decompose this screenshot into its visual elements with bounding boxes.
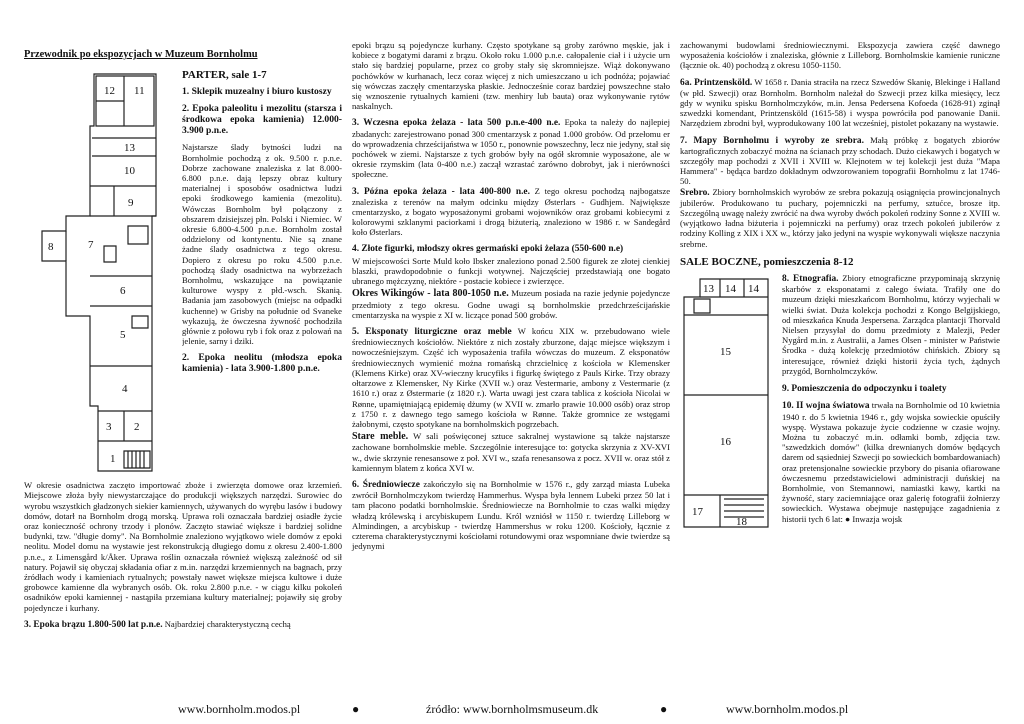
fp-label-6: 6 <box>120 285 126 298</box>
floorplan-ground-floor-svg <box>24 66 174 476</box>
section-7b-text: Zbiory bornholmskich wyrobów ze srebra pokazują osiągnięcia prowincjonalnych jubilerów. Produkowano tu puchary, pojemniczki na perfumy, sztućce, brosze itp. Szczególną uwagę należy zwrócić na dwa wyroby dwóch pokoleń rodziny Sonne z XVIII w. (wyjątkowo ładna biżuteria i pojemniczki na perfumy) oraz trzech pokoleń jubilerów z rodziny Kolling z XIX i XX w., którzy jako jedyni na wyspie wykonywali większe naczynia srebrne. <box>680 186 1000 249</box>
section-3-paragraph <box>24 619 342 630</box>
section-3c-paragraph <box>352 186 670 238</box>
section-8-text: Zbiory etnograficzne przypominają skrzynię skarbów z eksponatami z całego świata. Trafiły one do muzeum dzięki mieszkańcom Bornholmu, którzy wyjechali w wielki świat. Duża kolekcja pochodzi z Kongo Belgijskiego, od mieszkańca Knuda Jespersena. Zarządca plantacji Thorvald Nielsen przysyłał do domu przedmioty z Malezji, Peder Nygård m.in. z Australii, a James Olsen - minister w Państwie Środka - dużą kolekcję przedmiotów chińskich. Zbiory są interesujące, również dzięki historii życia tych, żądnych przygód, Bornholmczyków. <box>782 273 1000 376</box>
section-2b-title: 2. Epoka neolitu (młodsza epoka kamienia) - lata 3.900-1.800 p.n.e. <box>182 352 342 375</box>
fp-label-10: 10 <box>124 165 135 178</box>
footer-link-right[interactable]: www.bornholm.modos.pl <box>726 702 849 716</box>
fp2-label-14a: 14 <box>725 283 736 296</box>
section-5b-title: Stare meble. <box>352 431 409 443</box>
section-4-text: W miejscowości Sorte Muld koło Ibsker znaleziono ponad 2.500 figurek ze złotej cienkiej blaszki, prawdopodobnie o funkcji wotywnej. Najczęściej przedstawiają one bogato ubranego mężczyznę, niektóre - postacie kobiece i zwierzęce. <box>352 255 670 287</box>
column-3 <box>680 40 1000 531</box>
side-rooms-heading: SALE BOCZNE, pomieszczenia 8-12 <box>680 255 854 268</box>
section-2-title: 2. Epoka paleolitu i mezolitu (starsza i środkowa epoka kamienia) 12.000-3.900 p.n.e. <box>182 103 342 137</box>
floorplan-ground-floor <box>24 66 174 476</box>
section-4b-text: Muzeum posiada na razie jedynie pojedyncze przedmioty z tego okresu. Godne uwagi są bornholmskie przedchrześcijańskie cmentarzyska na wyspie z XI w. liczące ponad 500 grobów. <box>352 288 670 320</box>
section-7-text: Małą próbkę z bogatych zbiorów kartograficznych zobaczyć można na ścianach przy schodach. Dużo ciekawych i bogatych w szczegóły map pochodzi z XVII i XVIII w. Klejnotem w tej kolekcji jest duża "Mapa Hammera" - będąca bardzo dokładnym odwzorowaniem topografii Bornholmu z lat 1746-50. <box>680 134 1000 187</box>
section-8-title: 8. Etnografia. <box>782 274 839 285</box>
section-3c-title: 3. Późna epoka żelaza - lata 400-800 n.e. <box>352 186 530 197</box>
section-3-text: Najbardziej charakterystyczną cechą <box>164 618 291 629</box>
fp-label-4: 4 <box>122 383 128 396</box>
section-6-title: 6. Średniowiecze <box>352 479 420 490</box>
section-3b-text: Epoka ta należy do najlepiej zbadanych: zarejestrowano ponad 300 cmentarzysk z ponad 1.000 grobów. Od przełomu er do wprowadzenia chrześcijaństwa w 1050 r., ponownie powszechny, lecz nie jedyny, stał się pochówek w ziemi. Najstarsze z tych grobów były na ogół skromnie wyposażone, ale w okresie rzymskim (lata 0-400 n.e.) zaczął wzrastać zarówno dobrobyt, jak i nierówności społeczne. <box>352 117 670 180</box>
section-3c-text: Z tego okresu pochodzą najbogatsze znaleziska z terenów na małym odcinku między Østerlars - Gudhjem. Największe cmentarzysko, z bogato wyposażonymi grobami wojowników oraz grobami kobiecymi z kolorowymi szklanymi paciorkami i drogą biżuterią, znaleziono w 1986 r. w Sandegård koło Østerlars. <box>352 185 671 238</box>
fp2-label-17: 17 <box>692 506 703 519</box>
section-2-text: Najstarsze ślady bytności ludzi na Bornholmie pochodzą z ok. 9.500 r. p.n.e. Dobrze zachowane znaleziska z lat 8.000-6.800 p.n.e. dają lepszy obraz kultury materialnej i sposobów osadnictwa ludzi epoki środkowego kamienia (mezolitu). Wówczas Bornholm był połączony z obszarem dzisiejszej płn. Polski i Niemiec. W okresie 6.800-4.500 p.n.e. Bornholm został oddzielony od kontynentu. Nie są znane żadne ślady osadnictwa z tego okresu. Dopiero z okresu po roku 4.500 p.n.e. pochodzą ślady osadnictwa na wybrzeżach Bornholmu, wskazujące na powiązanie kulturowe wyspy z płd.-wsch. Skanią. Badania jam zasobowych (miejsc na odpadki kuchenne) w Grisby na południe od Svaneke wykazują, że ówczesna żywność pochodziła głównie z połowu ryb i fok oraz z polowań na jelenie, sarny i dziki. <box>182 142 342 347</box>
fp-label-8: 8 <box>48 241 54 254</box>
section-4b-title: Okres Wikingów - lata 800-1050 n.e. <box>352 288 509 300</box>
section-7-paragraph <box>680 135 1000 187</box>
section-6a-paragraph <box>680 77 1000 129</box>
section-3b-paragraph <box>352 117 670 179</box>
section-6a-text: W 1658 r. Dania straciła na rzecz Szwedów Skanię, Blekinge i Halland (w płd. Szwecji) oraz Bornholm. Bornholm należał do Szwecji przez kilka miesięcy, lecz gdy w wyniku spisku Bornholmczyków, m.in. Jensa Pedersena Kofoeda (1628-91) zginął szwedzki komendant, Printzensköld (1615-58) i wyspa powróciła pod panowanie Danii. Narzędziem zbrodni był, wyprodukowany 100 lat wcześniej, pistolet pokazany na wystawie. <box>680 76 1000 129</box>
section-6-paragraph <box>352 479 670 551</box>
fp-label-3: 3 <box>106 421 112 434</box>
parter-column-text <box>182 66 342 380</box>
fp2-label-15: 15 <box>720 346 731 359</box>
parter-heading: PARTER, sale 1-7 <box>182 69 267 82</box>
fp-label-7: 7 <box>88 239 94 252</box>
section-4-title: 4. Złote figurki, młodszy okres germański epoki żelaza (550-600 n.e) <box>352 243 624 254</box>
footer-source[interactable]: źródło: www.bornholmsmuseum.dk <box>426 702 599 716</box>
fp-label-11: 11 <box>134 85 145 98</box>
fp-label-9: 9 <box>128 197 134 210</box>
medieval-continued: zachowanymi budowlami średniowiecznymi. Ekspozycja zawiera część dawnego wyposażenia kościołów i znaleziska, głównie z Lilleborg. Bornholmskie kamienie runiczne (łącznie ok. 40) pochodzą z okresu 1050-1150. <box>680 40 1000 71</box>
footer-bullet-2: ● <box>660 702 668 716</box>
section-5-title: 5. Eksponaty liturgiczne oraz meble <box>352 327 512 338</box>
section-3b-title: 3. Wczesna epoka żelaza - lata 500 p.n.e-400 n.e. <box>352 118 561 129</box>
document-title: Przewodnik po ekspozycjach w Muzeum Bornholmu <box>24 49 258 60</box>
section-6a-title: 6a. Printzensköld. <box>680 77 753 88</box>
footer <box>0 702 1024 718</box>
column-1 <box>24 40 342 636</box>
fp-label-2: 2 <box>134 421 140 434</box>
footer-bullet-1: ● <box>352 702 360 716</box>
section-5-text: W końcu XIX w. przebudowano wiele średniowiecznych kościołów. Niektóre z nich zostały zburzone, dając miejsce większym i nowocześniejszym. Część ich wyposażenia trafiła wówczas do muzeum. Z eksponatów średniowiecznych wymienić można romańską chrzcielnicę z kościoła w Klemensker (Klemens Kirke) oraz XV-wieczny krucyfiks i figurkę świętego z Pauls Kirke. Trzy obrazy ołtarzowe z Klemensker, Ny Kirke (XVII w.) oraz Vestermarie, ambony z Vestermarie (z 1610 r.) oraz z Østermarie (z 1820 r.). Warta uwagi jest czara tablica z kościoła Nicolai w Rønne, upamiętniającą epidemię dżumy (w XVII w. zmarło prawie 10.000 osób) oraz strop z 1750 r. z dawnego tego samego kościoła w Rønne. Także gromnice ze wstęgami żałobnymi, często spotykane na bornholmskich pogrzebach. <box>352 326 670 429</box>
section-2b-text: W okresie osadnictwa zaczęto importować zboże i zwierzęta domowe oraz krzemień. Miejscowe złoża były niewystarczające do produkcji większych narzędzi. Surowiec do wyrobu wszystkich gładzonych siekier kamiennych, używanych do wyrębu lasów i budowy domów, dotarł na Bornholm drogą morską. Uprawa roli oznaczała bardziej osiadłe życie oraz konieczność ochrony trzody i plonów. Zaczęto stawiać większe i bardziej solidne budynki, tzw. "długie domy". Na Bornholmie znaleziono wyjątkowo wiele domów z epoki neolitu. Model domu na wystawie jest rekonstrukcją długiego domu z okresu 2.400-1.800 p.n.e., z Limensgård k/Åker. Uprawa roślin oznaczała również większą zależność od sił natury. Pojawił się obyczaj składania ofiar z m.in. narzędzi krzemiennych na bagnach, przy źródłach wody i kamieniach rytualnych; powstały nawet większe miejsca kultowe i duże grobowce kamienne dla wybranych osób. Ok. roku 2.800 p.n.e. - w ciągu kilku pokoleń osadników epoki kamiennej - nastąpiła przemiana kultury materialnej; pojawiły się groby pojedyncze i kurhany. <box>24 480 342 613</box>
fp-label-1: 1 <box>110 453 116 466</box>
bronze-age-continued: epoki brązu są pojedyncze kurhany. Często spotykane są groby zarówno męskie, jak i kobiece z bogatymi darami z brązu. Około roku 1.000 p.n.e. całopalenie ciał i i użycie urn stało się bardziej popularne, przez co groby stały się skromniejsze. Wiąż dokonywano pochówków w kurhanach, lecz coraz więcej z nich umieszczano u ich podnóża; pojawiać się wówczas zaczęły cmentarzyska płaskie. Jednocześnie coraz bardziej powszechne stało się wznoszenie rytualnych kamieni (tzw. menhiry lub bauta) oraz wykonywanie rytów naskalnych. <box>352 40 670 112</box>
section-5b-paragraph <box>352 431 670 473</box>
section-7b-title: Srebro. <box>680 187 710 198</box>
section-10-text: trwała na Bornholmie od 10 kwietnia 1940 r. do 5 kwietnia 1946 r., gdy wojska sowieckie opuściły wyspę. Wystawa pokazuje życie codzienne w czasie wojny. Można tu zobaczyć m.in. odłamki bomb, zdjęcia tzw. "szwedzkich domów" (kilka drewnianych domów będących darem od sąsiedniej Szwecji po sowieckich bombardowaniach) oraz pretensjonalne sowieckie przybory do pisania ofiarowane ówczesnemu przedstawicielowi administracji duńskiej na Bornholmie, von Stemannowi, namiastki kawy, kartki na żywność, stary zaciemniające oraz galerię fotografii żołnierzy sowieckich. Wystawa obejmuje następujące zagadnienia z historii tych 6 lat: ● Inwazja wojsk <box>782 400 1000 524</box>
section-5-paragraph <box>352 326 670 429</box>
fp-label-5: 5 <box>120 329 126 342</box>
section-9-title: 9. Pomieszczenia do odpoczynku i toalety <box>782 384 947 395</box>
fp2-label-14b: 14 <box>748 283 759 296</box>
section-10-title: 10. II wojna światowa <box>782 401 870 412</box>
section-5b-text: W sali poświęconej sztuce sakralnej wystawione są także najstarsze zachowane bornholmskie meble. Szczególnie interesujące to: gotycka skrzynia z XV-XVI w., dwie skrzynie renesansowe z poł. XVI w., szafa renesansowa z pocz. XVII w. oraz stół z kamiennym blatem z końca XVI w. <box>352 431 670 473</box>
section-7-title: 7. Mapy Bornholmu i wyroby ze srebra. <box>680 135 864 146</box>
section-3-title: 3. Epoka brązu 1.800-500 lat p.n.e. <box>24 619 163 630</box>
footer-link-left[interactable]: www.bornholm.modos.pl <box>178 702 301 716</box>
fp-label-13: 13 <box>124 142 135 155</box>
fp-label-12: 12 <box>104 85 115 98</box>
column-2 <box>352 40 670 557</box>
fp2-label-13: 13 <box>703 283 714 296</box>
section-6-text: zakończyło się na Bornholmie w 1576 r., gdy zarząd miasta Lubeka zwrócił Bornholmczykom twierdzę Hammerhus. Wyspa była lennem Lubeki przez 50 lat i tam płacono podatki bornholmskie. Średniowiecze na Bornholmie to czas walki między władzą królewską i arcybiskupem Lundu. Król wzniósł w 1150 r. twierdzę Lilleborg w Almindingen, a arcybiskup - twierdzę Hammershus w roku 1200. Kościoły, łącznie z czterema charakterystycznymi kościołami rotundowymi oraz wspomniane dwie twierdze są jedynymi <box>352 478 671 552</box>
section-7b-paragraph <box>680 187 1000 249</box>
floorplan-side-rooms-svg <box>680 275 772 531</box>
floorplan-side-rooms <box>680 275 772 531</box>
fp2-label-16: 16 <box>720 436 731 449</box>
section-1-title: 1. Sklepik muzealny i biuro kustoszy <box>182 86 332 98</box>
section-4b-paragraph <box>352 288 670 320</box>
fp2-label-18: 18 <box>736 516 747 529</box>
